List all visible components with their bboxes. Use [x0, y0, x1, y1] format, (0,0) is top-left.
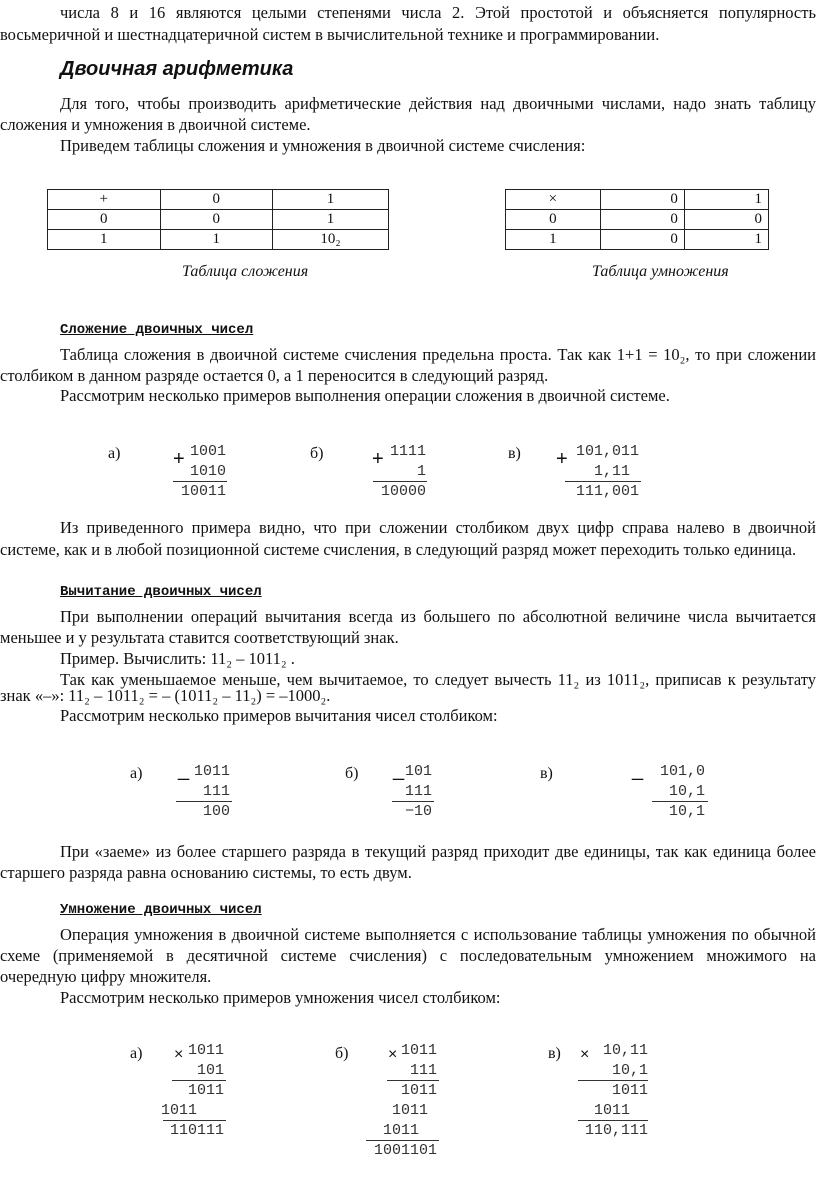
example-label: б) — [345, 765, 359, 782]
subtraction-example-c — [660, 762, 705, 822]
addition-example-a — [181, 442, 226, 502]
number-row: 1011 — [400, 1042, 437, 1059]
subtraction-example-a — [194, 762, 230, 822]
number-row: 111,001 — [575, 483, 639, 500]
text-line: При выполнении операций вычитания всегда из большего по абсолютной величине числа вычитается — [60, 607, 816, 626]
example-label: в) — [548, 1045, 561, 1062]
text-line: старшего разряда равна основанию системы, то есть двум. — [0, 863, 412, 882]
text-line: очередную цифру множителя. — [0, 967, 212, 986]
multiplication-table: × 0 1 0 0 0 1 0 1 — [505, 189, 769, 250]
minus-sign: _ — [393, 759, 405, 781]
number-row: 1 — [416, 463, 426, 480]
number-row: 1011 — [160, 1102, 197, 1119]
number-row: 111 — [202, 783, 230, 800]
difference-line — [652, 801, 708, 802]
number-row: 101 — [196, 1062, 224, 1079]
text-line: числа 8 и 16 являются целыми степенями числа 2. Этой простотой и объясняется популярность — [60, 3, 816, 22]
sum-line — [173, 481, 227, 482]
number-row: 1011 — [593, 1102, 630, 1119]
number-row: 1001 — [189, 443, 226, 460]
addition-table: + 0 1 0 0 1 1 1 10₂ — [47, 189, 389, 250]
multiplication-table-caption: Таблица умножения — [592, 263, 729, 280]
text-line: знак «–»: 11₂ – 1011₂ = – (1011₂ – 11₂) = –1000₂. — [0, 686, 331, 705]
number-row: 1010 — [189, 463, 226, 480]
number-row: 10011 — [180, 483, 226, 500]
number-row: 1011 — [382, 1122, 419, 1139]
text-line: Рассмотрим несколько примеров вычитания чисел столбиком: — [60, 706, 498, 725]
text-line: восьмеричной и шестнадцатеричной систем в вычислительной технике и программировании. — [0, 25, 660, 44]
number-row: 110111 — [169, 1122, 224, 1139]
number-row: 101,011 — [575, 443, 639, 460]
addition-example-c — [576, 442, 639, 502]
number-row: 100 — [202, 803, 230, 820]
example-label: в) — [508, 445, 521, 462]
text-line: Рассмотрим несколько примеров умножения чисел столбиком: — [60, 988, 501, 1007]
example-label: б) — [310, 445, 324, 462]
example-label: а) — [130, 1045, 143, 1062]
sum-line — [565, 481, 641, 482]
multiplication-example-a — [161, 1041, 224, 1141]
heading-subtraction: Вычитание двоичных чисел — [60, 584, 262, 600]
product-line — [578, 1080, 648, 1081]
product-line — [172, 1080, 226, 1081]
number-row: 111 — [404, 783, 432, 800]
text-line: Рассмотрим несколько примеров выполнения операции сложения в двоичной системе. — [60, 386, 670, 405]
times-sign: × — [388, 1046, 398, 1063]
text-line: Приведем таблицы сложения и умножения в двоичной системе счисления: — [60, 136, 586, 155]
number-row: 1011 — [187, 1082, 224, 1099]
text-line: Из приведенного примера видно, что при сложении столбиком двух цифр справа налево в двоичной — [60, 518, 816, 537]
product-line — [387, 1080, 439, 1081]
number-row: 1,11 — [593, 463, 630, 480]
text-line: Пример. Вычислить: 11₂ – 1011₂ . — [60, 649, 295, 668]
sum-line — [373, 481, 427, 482]
example-label: а) — [130, 765, 143, 782]
plus-sign: + — [372, 448, 384, 470]
heading-addition: Сложение двоичных чисел — [60, 322, 254, 338]
text-line: системе, как и в любой позиционной системе счисления, в следующий разряд может переходить только единица. — [0, 540, 797, 559]
number-row: 10,1 — [611, 1062, 648, 1079]
number-row: 10000 — [380, 483, 426, 500]
text-line: столбиком в данном разряде остается 0, а 1 переносится в следующий разряд. — [0, 366, 549, 385]
number-row: 1011 — [611, 1082, 648, 1099]
addition-table-caption: Таблица сложения — [182, 263, 309, 280]
plus-sign: + — [556, 448, 568, 470]
number-row: −10 — [404, 803, 432, 820]
number-row: 10,1 — [668, 803, 705, 820]
text-line: Таблица сложения в двоичной системе счисления предельна проста. Так как 1+1 = 10₂, то при сложении — [60, 345, 816, 364]
number-row: 111 — [409, 1062, 437, 1079]
addition-example-b — [381, 442, 426, 502]
subtraction-example-b — [405, 762, 432, 822]
number-row: 1111 — [389, 443, 426, 460]
example-label: б) — [335, 1045, 349, 1062]
text-line: схеме (применяемой в десятичной системе счисления) с последовательным умножением множимого на — [0, 946, 816, 965]
product-line — [366, 1140, 439, 1141]
number-row: 101,0 — [659, 763, 705, 780]
difference-line — [176, 801, 232, 802]
times-sign: × — [174, 1046, 184, 1063]
example-label: в) — [540, 765, 553, 782]
times-sign: × — [580, 1046, 590, 1063]
number-row: 1001101 — [373, 1142, 437, 1159]
minus-sign: _ — [632, 759, 644, 781]
product-line — [163, 1120, 226, 1121]
text-line: меньшее и у результата ставится соответствующий знак. — [0, 628, 399, 647]
number-row: 1011 — [187, 1042, 224, 1059]
text-line: сложения и умножения в двоичной системе. — [0, 115, 311, 134]
multiplication-example-b — [374, 1041, 437, 1161]
difference-line — [392, 801, 434, 802]
text-line: Операция умножения в двоичной системе выполняется с использование таблицы умножения по обычной — [60, 925, 816, 944]
example-label: а) — [108, 445, 121, 462]
number-row: 1011 — [391, 1102, 428, 1119]
multiplication-example-c — [585, 1041, 648, 1141]
number-row: 10,11 — [602, 1042, 648, 1059]
number-row: 10,1 — [668, 783, 705, 800]
text-line: Для того, чтобы производить арифметические действия над двоичными числами, надо знать таблицу — [60, 94, 816, 113]
number-row: 1011 — [193, 763, 230, 780]
product-line — [578, 1120, 648, 1121]
number-row: 110,111 — [584, 1122, 648, 1139]
number-row: 1011 — [400, 1082, 437, 1099]
section-title-binary-arithmetic: Двоичная арифметика — [60, 58, 294, 80]
heading-multiplication: Умножение двоичных чисел — [60, 902, 262, 918]
text-line: Так как уменьшаемое меньше, чем вычитаемое, то следует вычесть 11₂ из 1011₂, приписав к результату — [60, 670, 816, 689]
plus-sign: + — [173, 448, 185, 470]
number-row: 101 — [404, 763, 432, 780]
minus-sign: _ — [178, 759, 190, 781]
text-line: При «заеме» из более старшего разряда в текущий разряд приходит две единицы, так как единица более — [60, 842, 816, 861]
